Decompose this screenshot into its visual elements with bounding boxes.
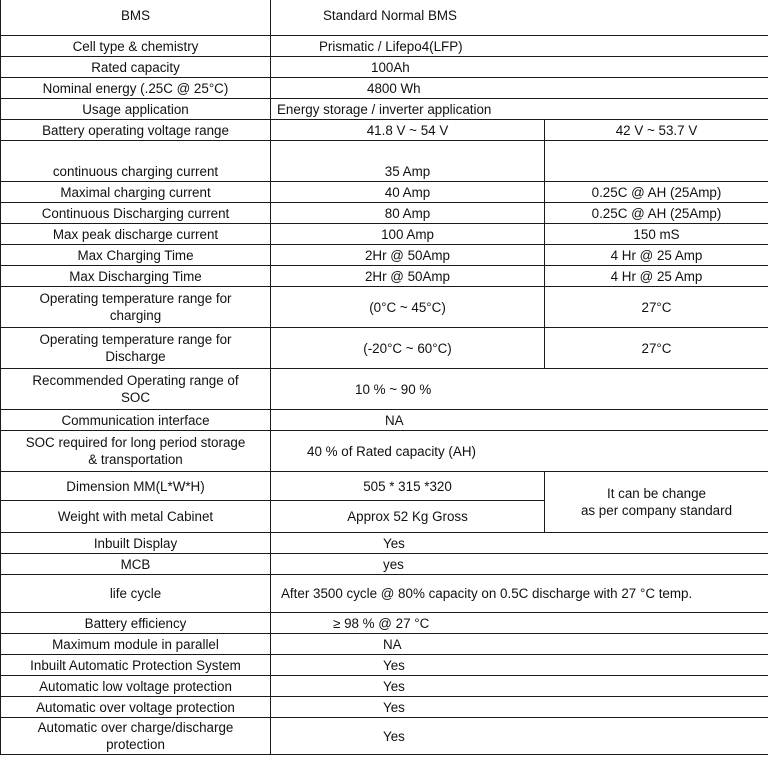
value-max-charge: 40 Amp <box>271 182 545 203</box>
label-mcb: MCB <box>1 554 271 575</box>
label-storage-line2: & transportation <box>88 452 183 467</box>
label-life: life cycle <box>1 575 271 613</box>
label-temp-discharge <box>1 328 271 369</box>
note-max-charge: 0.25C @ AH (25Amp) <box>545 182 768 203</box>
label-efficiency: Battery efficiency <box>1 613 271 634</box>
label-dimension: Dimension MM(L*W*H) <box>1 472 271 501</box>
label-over-charge-line2: protection <box>106 737 165 752</box>
label-over-voltage: Automatic over voltage protection <box>1 697 271 718</box>
row-mcb <box>1 554 768 575</box>
label-storage <box>1 431 271 472</box>
row-voltage <box>1 120 768 141</box>
label-discharge-time: Max Discharging Time <box>1 266 271 287</box>
label-voltage: Battery operating voltage range <box>1 120 271 141</box>
value-dimension: 505 * 315 *320 <box>271 472 545 501</box>
label-temp-charge-line2: charging <box>109 308 162 323</box>
value-capacity: 100Ah <box>271 57 768 78</box>
label-cell: Cell type & chemistry <box>1 36 271 57</box>
label-protection: Inbuilt Automatic Protection System <box>1 655 271 676</box>
note-discharge-time: 4 Hr @ 25 Amp <box>545 266 768 287</box>
label-cont-charge: continuous charging current <box>1 141 271 182</box>
value-over-charge: Yes <box>271 718 768 755</box>
label-over-charge <box>1 718 271 755</box>
row-bms <box>1 0 768 36</box>
value-display: Yes <box>271 533 768 554</box>
note-temp-charge: 27°C <box>545 287 768 328</box>
note-cont-charge <box>545 141 768 182</box>
label-max-charge: Maximal charging current <box>1 182 271 203</box>
row-soc <box>1 369 768 410</box>
row-efficiency <box>1 613 768 634</box>
row-over-voltage <box>1 697 768 718</box>
value-over-voltage: Yes <box>271 697 768 718</box>
label-temp-charge <box>1 287 271 328</box>
label-weight: Weight with metal Cabinet <box>1 501 271 533</box>
label-temp-discharge-line1: Operating temperature range for <box>39 332 232 347</box>
value-bms: Standard Normal BMS <box>271 0 768 36</box>
label-temp-charge-line1: Operating temperature range for <box>39 291 232 306</box>
label-comm: Communication interface <box>1 410 271 431</box>
value-cont-charge: 35 Amp <box>271 141 545 182</box>
label-temp-discharge-line2: Discharge <box>105 349 166 364</box>
row-energy <box>1 78 768 99</box>
row-usage <box>1 99 768 120</box>
value-temp-charge: (0°C ~ 45°C) <box>271 287 545 328</box>
note-cont-discharge: 0.25C @ AH (25Amp) <box>545 203 768 224</box>
label-soc-line1: Recommended Operating range of <box>32 373 239 388</box>
row-low-voltage <box>1 676 768 697</box>
value-cell: Prismatic / Lifepo4(LFP) <box>271 36 768 57</box>
value-mcb: yes <box>271 554 768 575</box>
label-usage: Usage application <box>1 99 271 120</box>
note-change-line2: as per company standard <box>580 503 733 518</box>
value-temp-discharge: (-20°C ~ 60°C) <box>271 328 545 369</box>
value-comm: NA <box>271 410 768 431</box>
row-discharge-time <box>1 266 768 287</box>
value-protection: Yes <box>271 655 768 676</box>
note-peak-discharge: 150 mS <box>545 224 768 245</box>
value-soc: 10 % ~ 90 % <box>271 369 768 410</box>
value-peak-discharge: 100 Amp <box>271 224 545 245</box>
label-over-charge-line1: Automatic over charge/discharge <box>37 720 234 735</box>
value-energy: 4800 Wh <box>271 78 768 99</box>
row-temp-discharge <box>1 328 768 369</box>
row-storage <box>1 431 768 472</box>
label-energy: Nominal energy (.25C @ 25°C) <box>1 78 271 99</box>
row-cell <box>1 36 768 57</box>
label-cont-discharge: Continuous Discharging current <box>1 203 271 224</box>
row-over-charge <box>1 718 768 755</box>
label-peak-discharge: Max peak discharge current <box>1 224 271 245</box>
value-storage: 40 % of Rated capacity (AH) <box>271 431 768 472</box>
row-comm <box>1 410 768 431</box>
row-temp-charge <box>1 287 768 328</box>
label-soc-line2: SOC <box>120 390 151 405</box>
row-cont-discharge <box>1 203 768 224</box>
value-cont-discharge: 80 Amp <box>271 203 545 224</box>
value-life: After 3500 cycle @ 80% capacity on 0.5C discharge with 27 °C temp. <box>271 575 768 613</box>
row-cont-charge <box>1 141 768 182</box>
label-parallel: Maximum module in parallel <box>1 634 271 655</box>
row-capacity <box>1 57 768 78</box>
note-temp-discharge: 27°C <box>545 328 768 369</box>
label-charge-time: Max Charging Time <box>1 245 271 266</box>
value-low-voltage: Yes <box>271 676 768 697</box>
label-display: Inbuilt Display <box>1 533 271 554</box>
row-peak-discharge <box>1 224 768 245</box>
row-max-charge <box>1 182 768 203</box>
label-bms: BMS <box>1 0 271 36</box>
value-usage: Energy storage / inverter application <box>271 99 768 120</box>
value-efficiency: ≥ 98 % @ 27 °C <box>271 613 768 634</box>
row-protection <box>1 655 768 676</box>
label-capacity: Rated capacity <box>1 57 271 78</box>
value-voltage: 41.8 V ~ 54 V <box>271 120 545 141</box>
value-weight: Approx 52 Kg Gross <box>271 501 545 533</box>
note-voltage: 42 V ~ 53.7 V <box>545 120 768 141</box>
value-discharge-time: 2Hr @ 50Amp <box>271 266 545 287</box>
row-charge-time <box>1 245 768 266</box>
label-storage-line1: SOC required for long period storage <box>25 435 246 450</box>
value-charge-time: 2Hr @ 50Amp <box>271 245 545 266</box>
row-dimension <box>1 472 768 501</box>
note-change-line1: It can be change <box>606 486 707 501</box>
row-display <box>1 533 768 554</box>
note-charge-time: 4 Hr @ 25 Amp <box>545 245 768 266</box>
label-soc <box>1 369 271 410</box>
value-parallel: NA <box>271 634 768 655</box>
row-parallel <box>1 634 768 655</box>
label-low-voltage: Automatic low voltage protection <box>1 676 271 697</box>
row-life <box>1 575 768 613</box>
note-change <box>545 472 768 533</box>
